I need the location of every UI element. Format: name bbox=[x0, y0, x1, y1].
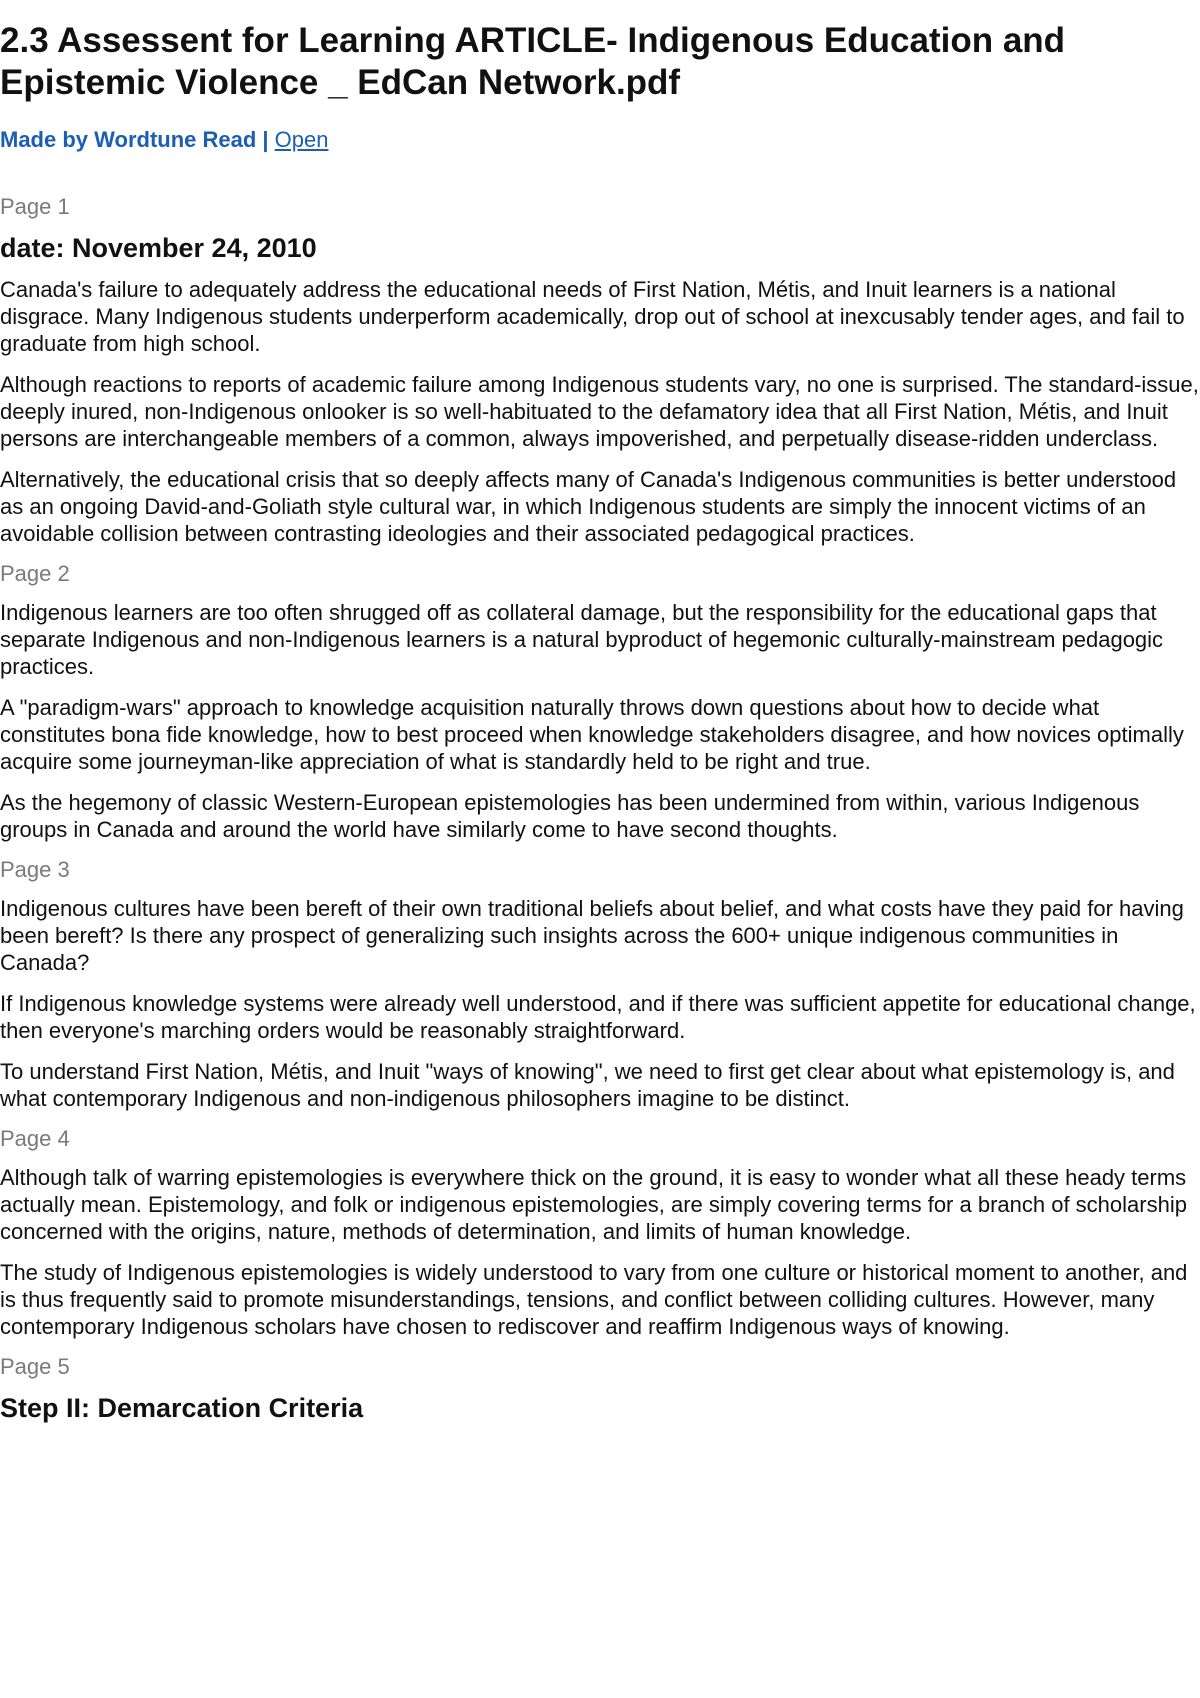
document-title: 2.3 Assessent for Learning ARTICLE- Indigenous Education and Epistemic Violence _ EdCan Network.pdf bbox=[0, 21, 1066, 102]
paragraph: If Indigenous knowledge systems were already well understood, and if there was sufficient appetite for educational change, then everyone's marching orders would be reasonably straightforward. bbox=[0, 991, 1196, 1043]
paragraph: Although talk of warring epistemologies is everywhere thick on the ground, it is easy to wonder what all these heady terms actually mean. Epistemology, and folk or indigenous epistemologies, are simply covering terms for a branch of scholarship concerned with the origins, nature, methods of determination, and limits of human knowledge. bbox=[0, 1165, 1187, 1244]
section-heading: Step II: Demarcation Criteria bbox=[0, 1393, 364, 1423]
page-label: Page 2 bbox=[0, 561, 70, 586]
page-label: Page 3 bbox=[0, 857, 70, 882]
paragraph: Alternatively, the educational crisis that so deeply affects many of Canada's Indigenous communities is better understood as an ongoing David-and-Goliath style cultural war, in which Indigenous students are simply the innocent victims of an avoidable collision between contrasting ideologies and their associated pedagogical practices. bbox=[0, 467, 1177, 546]
paragraph: The study of Indigenous epistemologies is widely understood to vary from one culture or historical moment to another, and is thus frequently said to promote misunderstandings, tensions, and conflict between colliding cultures. However, many contemporary Indigenous scholars have chosen to rediscover and reaffirm Indigenous ways of knowing. bbox=[0, 1260, 1188, 1339]
byline bbox=[0, 126, 1200, 154]
paragraph: Indigenous learners are too often shrugged off as collateral damage, but the responsibility for the educational gaps that separate Indigenous and non-Indigenous learners is a natural byproduct of hegemonic culturally-mainstream pedagogic practices. bbox=[0, 600, 1164, 679]
document-content bbox=[0, 194, 1200, 1424]
paragraph: A "paradigm-wars" approach to knowledge acquisition naturally throws down questions about how to decide what constitutes bona fide knowledge, how to best proceed when knowledge stakeholders disagree, and how novices optimally acquire some journeyman-like appreciation of what is standardly held to be right and true. bbox=[0, 695, 1184, 774]
open-link[interactable]: Open bbox=[274, 127, 329, 152]
page-label: Page 5 bbox=[0, 1354, 70, 1379]
paragraph: To understand First Nation, Métis, and Inuit "ways of knowing", we need to first get clear about what epistemology is, and what contemporary Indigenous and non-indigenous philosophers imagine to be distinct. bbox=[0, 1059, 1175, 1111]
paragraph: Indigenous cultures have been bereft of their own traditional beliefs about belief, and what costs have they paid for having been bereft? Is there any prospect of generalizing such insights across the 600+ unique indigenous communities in Canada? bbox=[0, 896, 1184, 975]
paragraph: As the hegemony of classic Western-European epistemologies has been undermined from within, various Indigenous groups in Canada and around the world have similarly come to have second thoughts. bbox=[0, 790, 1140, 842]
section-heading: date: November 24, 2010 bbox=[0, 233, 317, 263]
paragraph: Canada's failure to adequately address the educational needs of First Nation, Métis, and Inuit learners is a national disgrace. Many Indigenous students underperform academically, drop out of school at inexcusably tender ages, and fail to graduate from high school. bbox=[0, 277, 1185, 356]
paragraph: Although reactions to reports of academic failure among Indigenous students vary, no one is surprised. The standard-issue, deeply inured, non-Indigenous onlooker is so well-habituated to the defamatory idea that all First Nation, Métis, and Inuit persons are interchangeable members of a common, always impoverished, and perpetually disease-ridden underclass. bbox=[0, 372, 1199, 451]
page-label: Page 4 bbox=[0, 1126, 70, 1151]
page-label: Page 1 bbox=[0, 194, 70, 219]
byline-prefix: Made by Wordtune Read | bbox=[0, 127, 275, 152]
